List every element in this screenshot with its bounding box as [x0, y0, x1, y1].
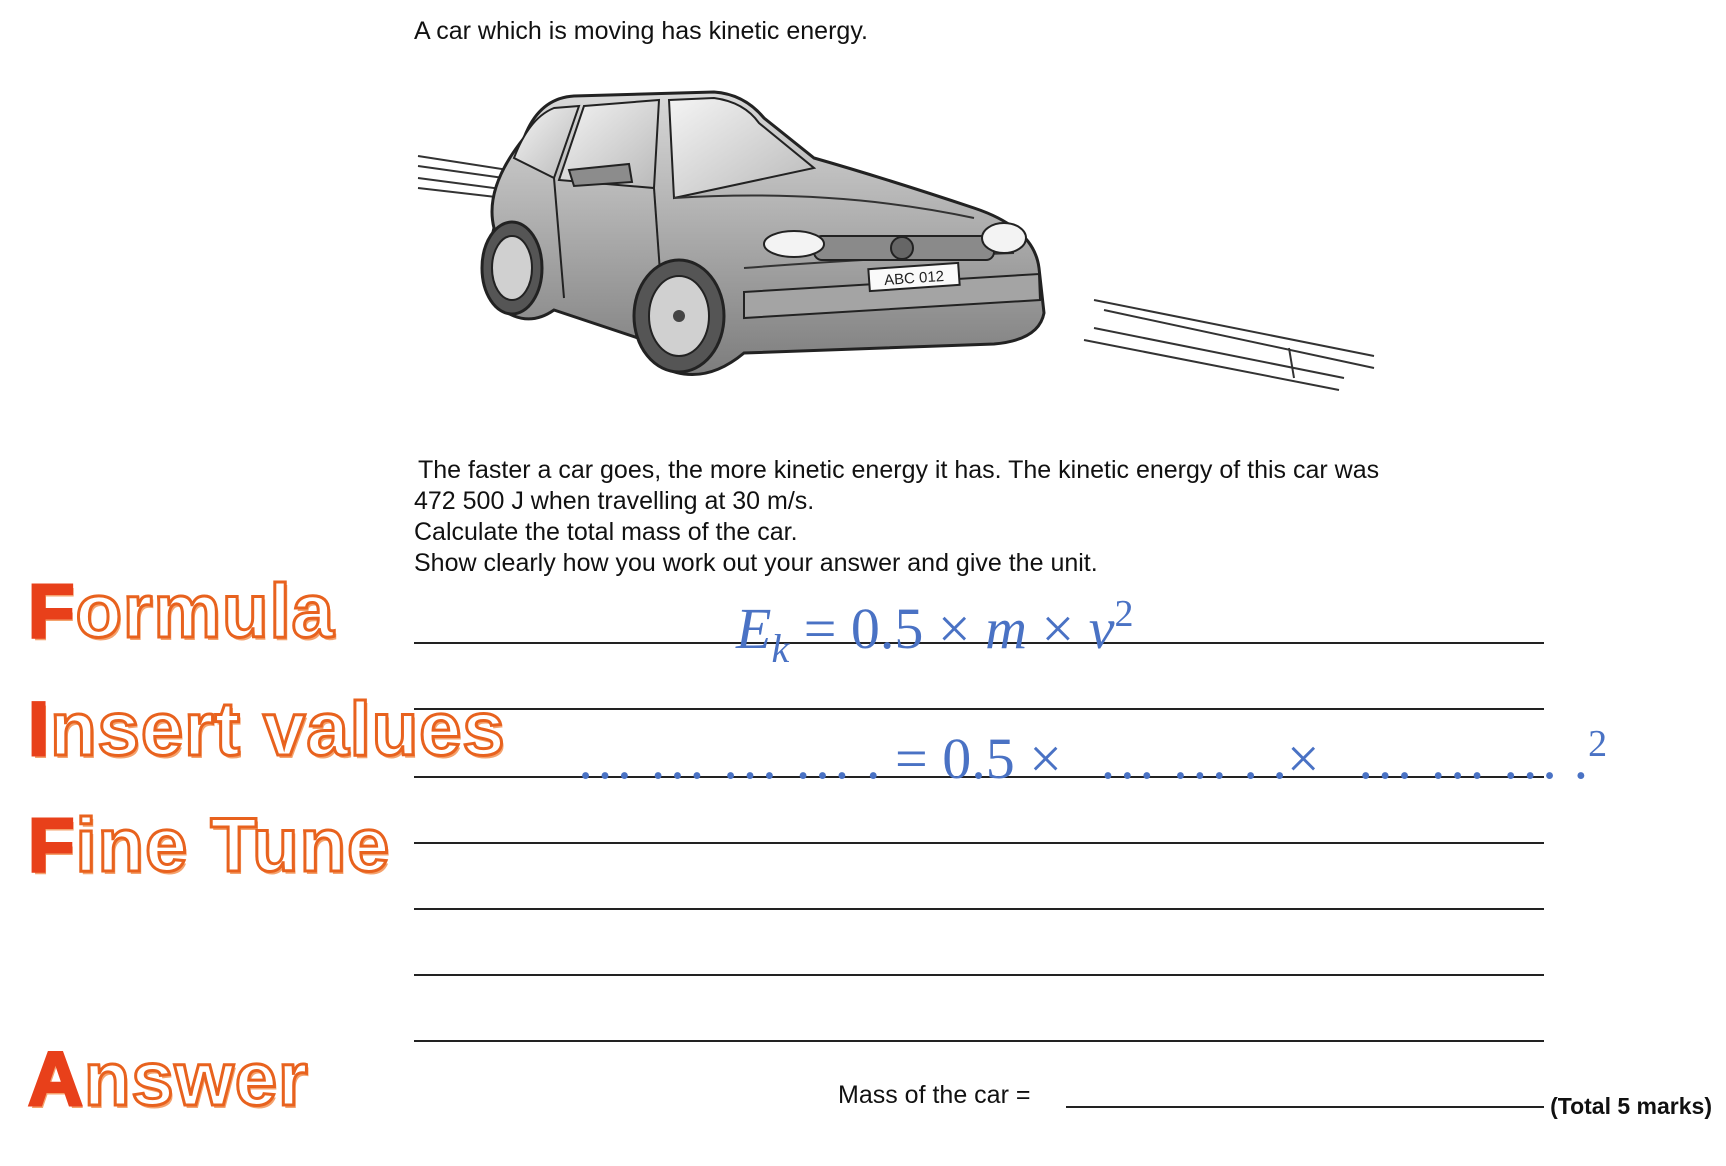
- answer-line-7[interactable]: [414, 1040, 1544, 1042]
- mass-answer-field[interactable]: [1066, 1106, 1544, 1108]
- label-answer: Answer: [28, 1037, 309, 1122]
- answer-line-4[interactable]: [414, 842, 1544, 844]
- answer-line-2[interactable]: [414, 708, 1544, 710]
- answer-line-6[interactable]: [414, 974, 1544, 976]
- headlight-right: [982, 223, 1026, 253]
- headlight-left: [764, 231, 824, 257]
- question-text-line-4: Show clearly how you work out your answer and give the unit.: [414, 549, 1098, 577]
- label-formula: Formula: [28, 569, 335, 654]
- label-insert-values: Insert values: [28, 687, 506, 772]
- question-intro: A car which is moving has kinetic energy.: [414, 17, 868, 45]
- answer-label: Mass of the car =: [838, 1081, 1031, 1109]
- question-text-line-2: 472 500 J when travelling at 30 m/s.: [414, 487, 815, 515]
- wheel-rear: [482, 222, 542, 314]
- formula-equation: $E_k = 0.5 \times m \times v^2$: [736, 593, 1134, 671]
- plate-text: ABC 012: [883, 267, 945, 290]
- answer-line-5[interactable]: [414, 908, 1544, 910]
- car-illustration: [414, 78, 1384, 414]
- total-marks: (Total 5 marks): [1550, 1093, 1712, 1119]
- label-fine-tune: Fine Tune: [28, 803, 391, 888]
- badge: [891, 237, 913, 259]
- question-text-line-1: The faster a car goes, the more kinetic energy it has. The kinetic energy of this car was: [418, 456, 1380, 484]
- insert-values-equation: … … … … . = 0.5 × … … . .× … … … .$^2$: [576, 723, 1608, 791]
- wheel-front: [634, 260, 724, 372]
- question-text-line-3: Calculate the total mass of the car.: [414, 518, 798, 546]
